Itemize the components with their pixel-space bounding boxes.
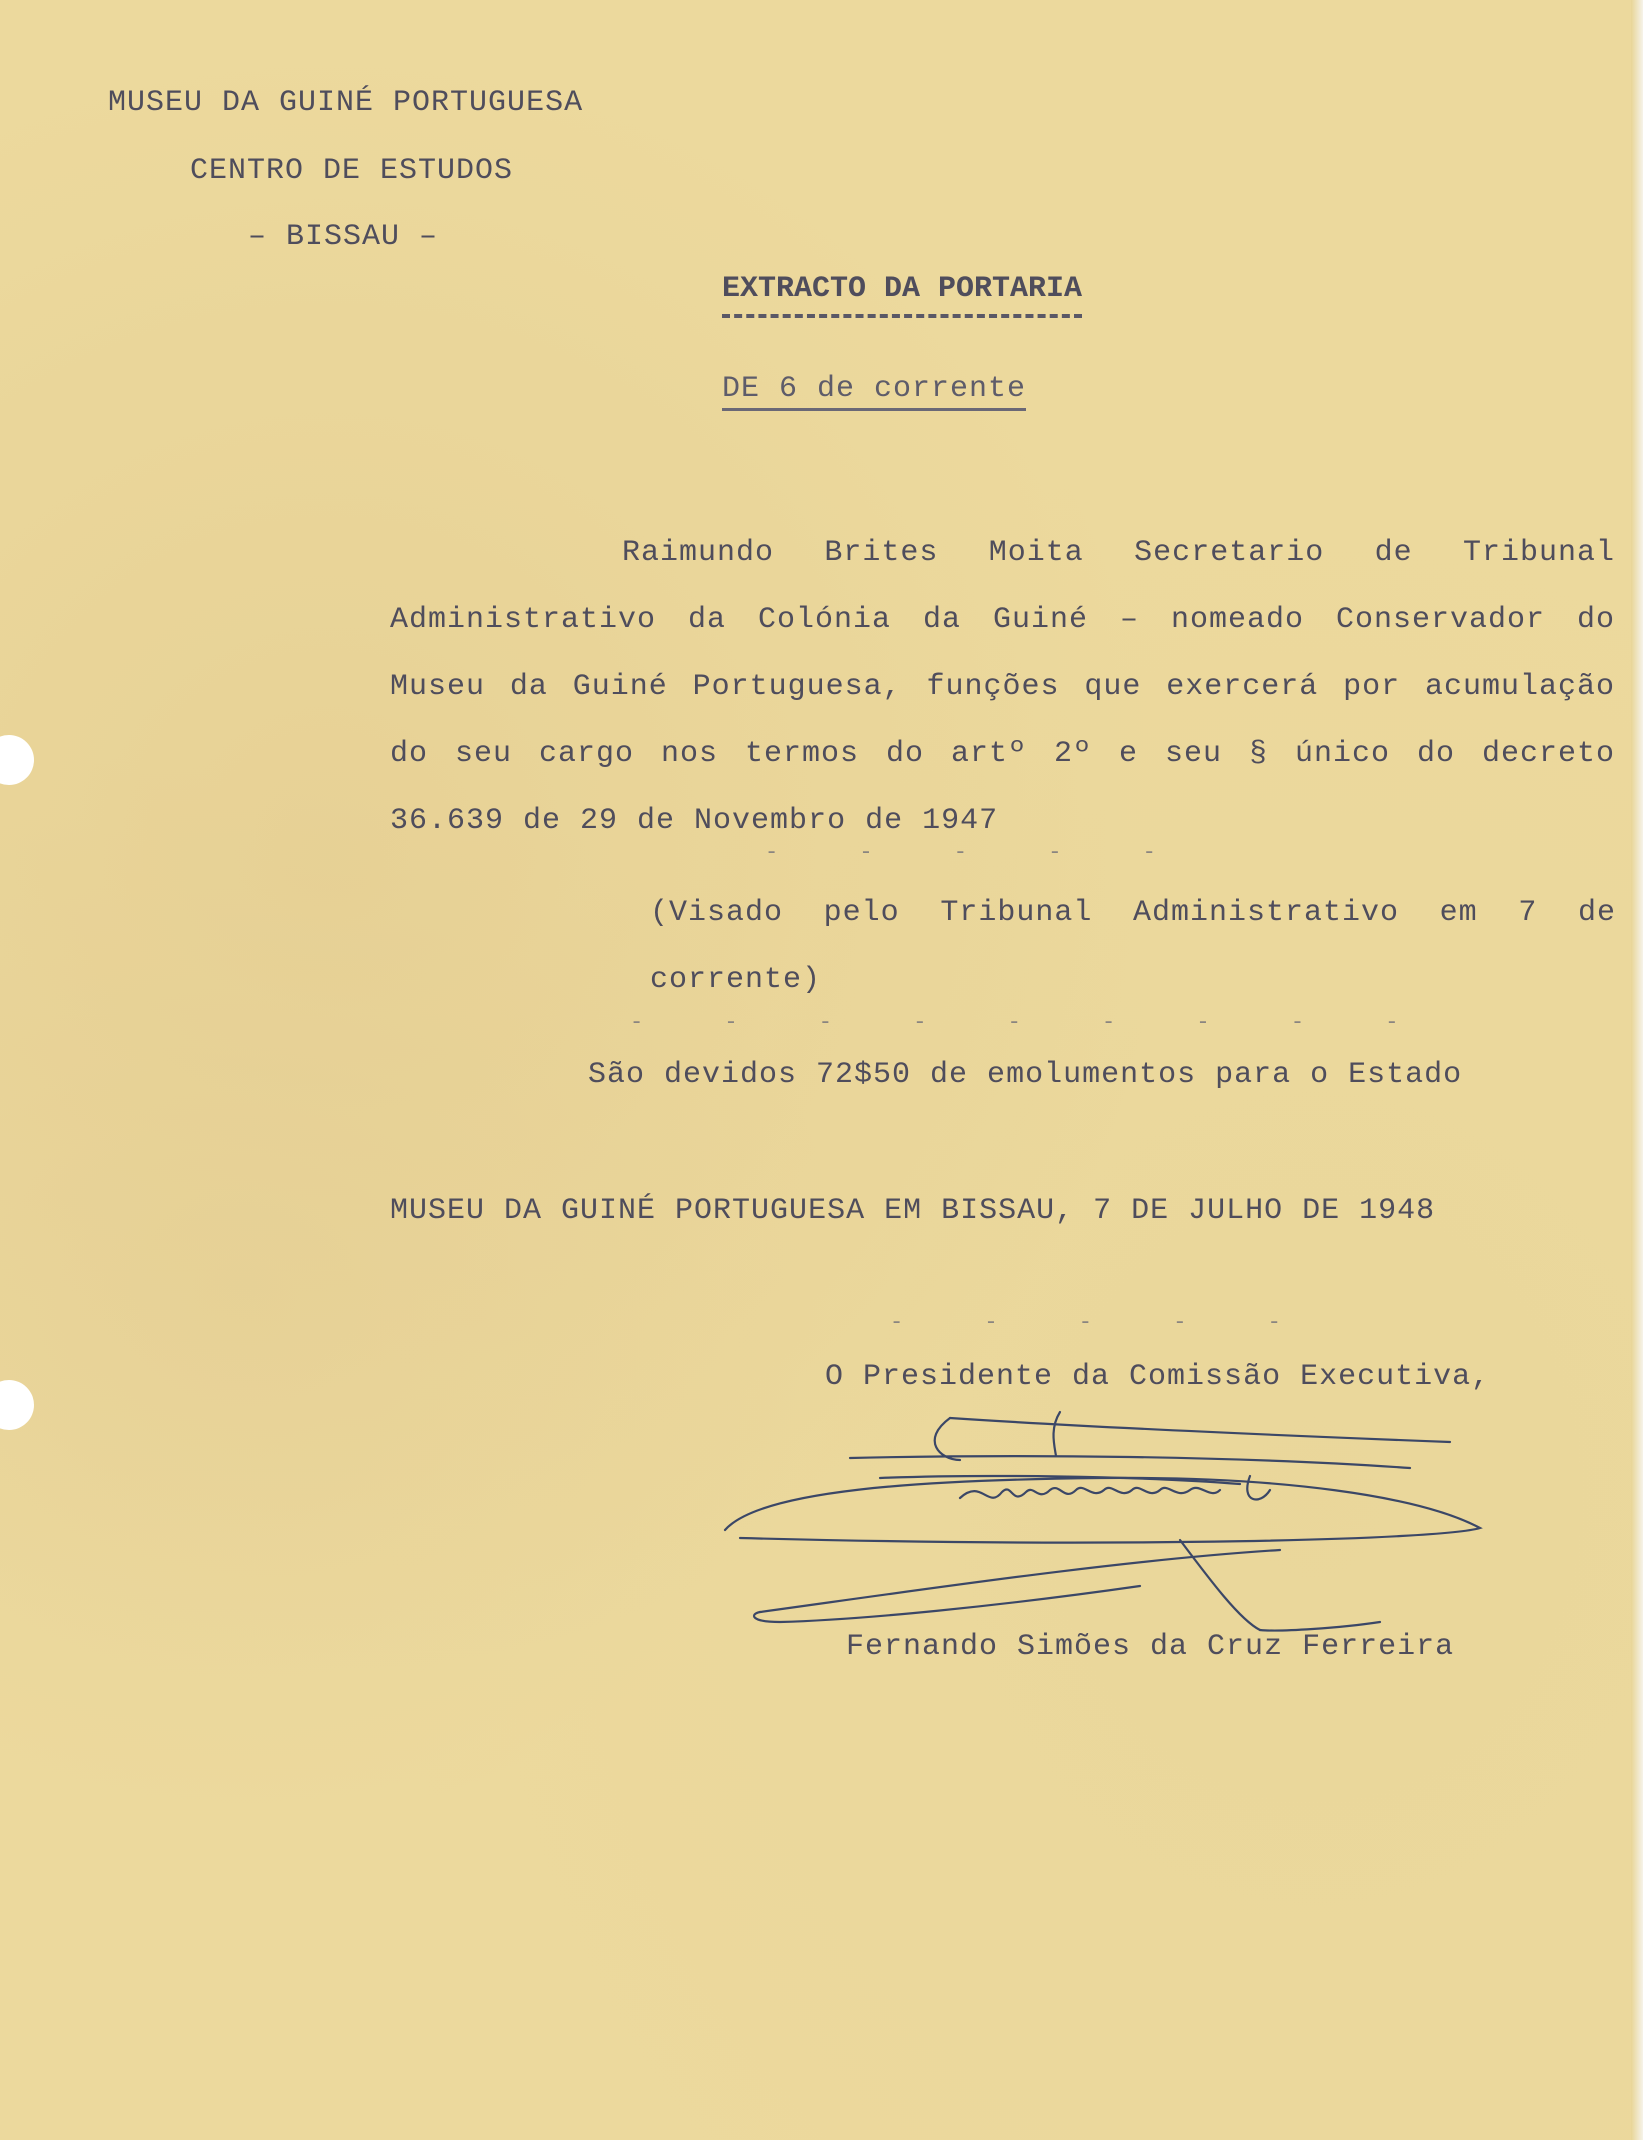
typed-dash-separator: - - - - - — [765, 840, 1190, 865]
signatory-role: O Presidente da Comissão Executiva, — [825, 1360, 1491, 1394]
paper-edge — [1631, 0, 1643, 2140]
punch-hole-bottom — [0, 1380, 34, 1430]
header-institution: MUSEU DA GUINÉ PORTUGUESA — [108, 86, 584, 120]
document-title: EXTRACTO DA PORTARIA — [722, 272, 1082, 318]
handwritten-signature — [720, 1410, 1500, 1650]
emolumentos-line: São devidos 72$50 de emolumentos para o Estado — [588, 1058, 1463, 1092]
document-subtitle: DE 6 de corrente — [722, 372, 1026, 411]
visado-note: (Visado pelo Tribunal Administrativo em 7 de corrente) — [650, 896, 1616, 997]
signatory-name: Fernando Simões da Cruz Ferreira — [846, 1630, 1455, 1664]
typed-dash-separator: - - - - - — [890, 1310, 1315, 1335]
typed-dash-separator: - - - - - - - - - — [630, 1010, 1433, 1035]
document-body-paragraph: Raimundo Brites Moita Secretario de Tribunal Administrativo da Colónia da Guiné – nomeado Conservador do Museu da Guiné Portuguesa, funções que exercerá por acumulação do seu cargo nos termos do artº 2º e seu § único do decreto 36.639 de 29 de Novembro de 1947 — [390, 536, 1615, 838]
header-city: – BISSAU – — [248, 220, 439, 254]
header-department: CENTRO DE ESTUDOS — [190, 154, 514, 188]
punch-hole-top — [0, 735, 34, 785]
place-and-date-line: MUSEU DA GUINÉ PORTUGUESA EM BISSAU, 7 DE JULHO DE 1948 — [390, 1194, 1436, 1228]
